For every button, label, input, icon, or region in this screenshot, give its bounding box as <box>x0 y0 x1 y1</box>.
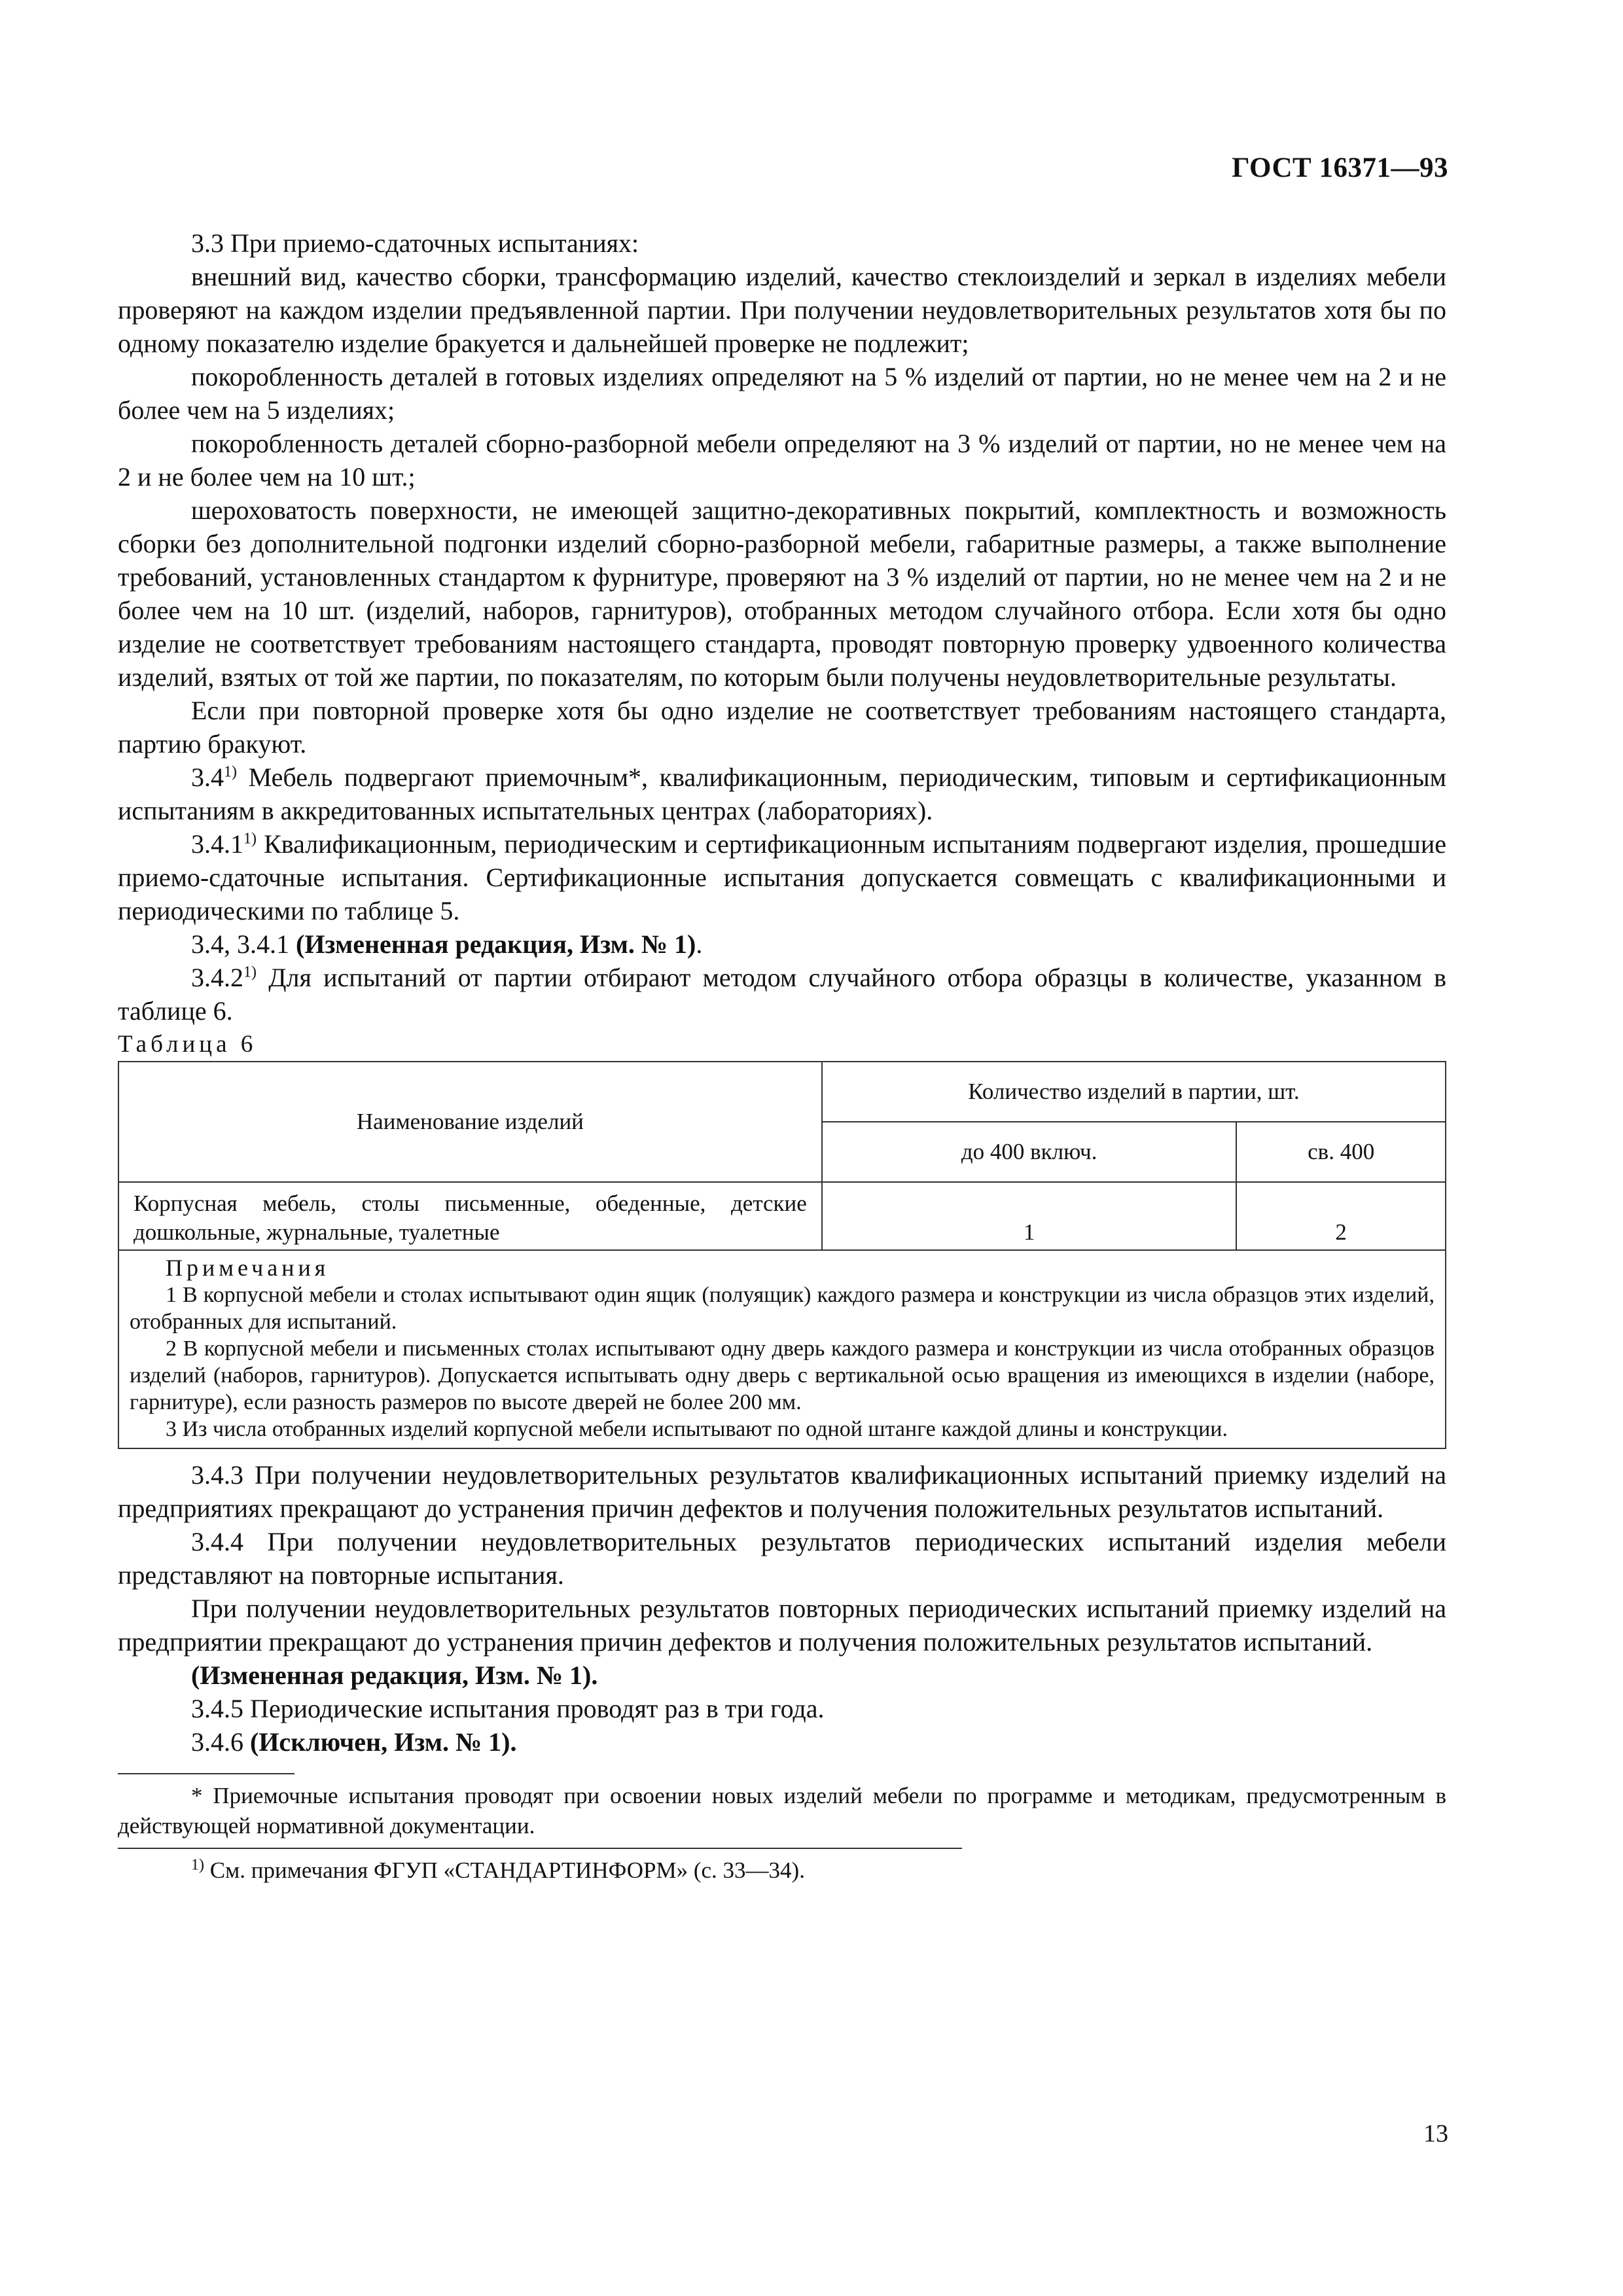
column-header-quantity: Количество изделий в партии, шт. <box>822 1062 1446 1122</box>
amendment-note: (Исключен, Изм. № 1). <box>250 1727 517 1757</box>
column-header-over-400: св. 400 <box>1236 1122 1446 1182</box>
paragraph-appearance: внешний вид, качество сборки, трансформацию изделий, качество стеклоизделий и зеркал в изделиях мебели проверяют на каждом изделии предъявленной партии. При получении неудовлетворительных результатов хотя бы по одному показателю изделие бракуется и дальнейшей проверке не подлежит; <box>118 262 1446 358</box>
clause-number: 3.4.1 <box>191 829 243 859</box>
footnote-divider <box>118 1848 962 1849</box>
table-cell-value: 1 <box>822 1182 1237 1250</box>
table-caption: Таблица 6 <box>118 1031 257 1058</box>
column-header-name: Наименование изделий <box>118 1062 822 1182</box>
footnote-ref: 1) <box>243 963 257 981</box>
paragraph-amendment-2 <box>118 1659 1446 1692</box>
paragraph-3-4-4: 3.4.4 При получении неудовлетворительных результатов периодических испытаний изделия мебели представляют на повторные испытания. <box>118 1527 1446 1590</box>
paragraph-warping-knockdown: покоробленность деталей сборно-разборной мебели определяют на 3 % изделий от партии, но не менее чем на 2 и не более чем на 10 шт.; <box>118 429 1446 492</box>
note-item: 1 В корпусной мебели и столах испытывают один ящик (полуящик) каждого размера и конструкции из числа образцов этих изделий, отобранных для испытаний. <box>130 1283 1435 1334</box>
note-item: 3 Из числа отобранных изделий корпусной мебели испытывают по одной штанге каждой длины и конструкции. <box>166 1417 1228 1441</box>
amendment-note: (Измененная редакция, Изм. № 1) <box>296 929 696 959</box>
column-header-up-to-400: до 400 включ. <box>822 1122 1237 1182</box>
paragraph-3-4-3: 3.4.3 При получении неудовлетворительных результатов квалификационных испытаний приемку изделий на предприятиях прекращают до устранения причин дефектов и получения положительных результатов испытаний. <box>118 1460 1446 1523</box>
table-cell-value: 2 <box>1236 1182 1446 1250</box>
document-header: ГОСТ 16371—93 <box>1232 152 1448 183</box>
paragraph-3-4-5: 3.4.5 Периодические испытания проводят раз в три года. <box>191 1694 825 1723</box>
clause-text: Для испытаний от партии отбирают методом случайного отбора образцы в количестве, указанном в таблице 6. <box>118 963 1446 1026</box>
document-body <box>118 226 1446 1886</box>
paragraph-3-4 <box>118 761 1446 827</box>
clause-number: 3.4.2 <box>191 963 243 992</box>
after-table-section <box>118 1458 1446 1759</box>
clause-text: Мебель подвергают приемочным*, квалификационным, периодическим, типовым и сертификационным испытаниям в аккредитованных испытательных центрах (лабораториях). <box>118 762 1446 825</box>
paragraph-3-4-2 <box>118 961 1446 1028</box>
paragraph-3-4-6 <box>118 1725 1446 1759</box>
clause-number: 3.4, 3.4.1 <box>191 929 296 959</box>
footnote-star: * Приемочные испытания проводят при освоении новых изделий мебели по программе и методикам, предусмотренным в действующей нормативной документации. <box>118 1783 1446 1839</box>
paragraph-3-4-1 <box>118 827 1446 927</box>
clause-text: Квалификационным, периодическим и сертификационным испытаниям подвергают изделия, прошедшие приемо-сдаточные испытания. Сертификационные испытания допускается совмещать с квалификационными и периодическими по таблице 5. <box>118 829 1446 925</box>
footnote-ref: 1) <box>243 830 257 848</box>
note-item: 2 В корпусной мебели и письменных столах испытывают одну дверь каждого размера и конструкции из числа отобранных образцов изделий (наборов, гарнитуров). Допускается испытывать одну дверь с вертикальной осью вращения из имеющихся в изделии (наборе, гарнитуре), если разность размеров по высоте дверей не более 200 мм. <box>130 1336 1435 1414</box>
paragraph-amendment-1: 3.4, 3.4.1 (Измененная редакция, Изм. № 1). <box>191 929 703 959</box>
table-cell-item: Корпусная мебель, столы письменные, обеденные, детские дошкольные, журнальные, туалетные <box>118 1182 822 1250</box>
paragraph-roughness: шероховатость поверхности, не имеющей защитно-декоративных покрытий, комплектность и возможность сборки без дополнительной подгонки изделий сборно-разборной мебели, габаритные размеры, а также выполнение требований, установленных стандартом к фурнитуре, проверяют на 3 % изделий от партии, но не менее чем на 2 и не более чем на 10 шт. (изделий, наборов, гарнитуров), отобранных методом случайного отбора. Если хотя бы одно изделие не соответствует требованиям настоящего стандарта, проводят повторную проверку удвоенного количества изделий, взятых от той же партии, по показателям, по которым были получены неудовлетворительные результаты. <box>118 495 1446 692</box>
footnote-ref: 1) <box>224 763 237 781</box>
page-number: 13 <box>1423 2120 1448 2147</box>
amendment-note: (Измененная редакция, Изм. № 1). <box>191 1660 598 1690</box>
clause-number: 3.4 <box>191 762 224 792</box>
footnote-divider <box>118 1773 294 1774</box>
notes-title: Примечания <box>166 1255 330 1281</box>
paragraph-repeat-check: Если при повторной проверке хотя бы одно изделие не соответствует требованиям настоящего стандарта, партию бракуют. <box>118 696 1446 759</box>
table-6 <box>118 1061 1446 1449</box>
table-notes <box>118 1250 1446 1448</box>
footnote-mark: 1) <box>191 1856 204 1874</box>
paragraph-3-3: 3.3 При приемо-сдаточных испытаниях: <box>191 228 639 258</box>
footnote-one: $^{1)}$ См. примечания ФГУП «СТАНДАРТИНФОРМ» (с. 33—34). <box>191 1856 805 1883</box>
clause-number: 3.4.6 <box>191 1727 250 1757</box>
table-row <box>118 1182 1446 1250</box>
paragraph-warping-finished: покоробленность деталей в готовых изделиях определяют на 5 % изделий от партии, но не менее чем на 2 и не более чем на 5 изделиях; <box>118 362 1446 425</box>
paragraph-repeat-periodic: При получении неудовлетворительных результатов повторных периодических испытаний приемку изделий на предприятии прекращают до устранения причин дефектов и получения положительных результатов испытаний. <box>118 1594 1446 1657</box>
